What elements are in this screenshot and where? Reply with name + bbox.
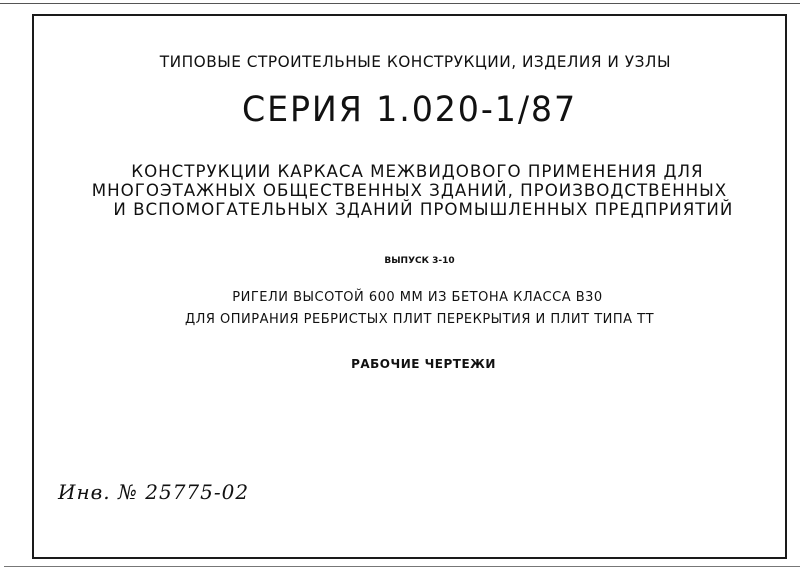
bottom-edge-line bbox=[4, 566, 800, 567]
issue-label: ВЫПУСК 3-10 bbox=[384, 256, 455, 266]
subtitle-line-2: ДЛЯ ОПИРАНИЯ РЕБРИСТЫХ ПЛИТ ПЕРЕКРЫТИЯ И ПЛИТ ТИПА ТТ bbox=[184, 312, 655, 327]
series-number: СЕРИЯ 1.020-1/87 bbox=[241, 90, 578, 130]
title-line-1: КОНСТРУКЦИИ КАРКАСА МЕЖВИДОВОГО ПРИМЕНЕНИЯ ДЛЯ bbox=[131, 162, 704, 182]
title-line-2: МНОГОЭТАЖНЫХ ОБЩЕСТВЕННЫХ ЗДАНИЙ, ПРОИЗВОДСТВЕННЫХ bbox=[91, 181, 728, 201]
subtitle-line-1: РИГЕЛИ ВЫСОТОЙ 600 ММ ИЗ БЕТОНА КЛАССА В30 bbox=[232, 290, 603, 305]
top-edge-line bbox=[0, 3, 800, 4]
document-header: ТИПОВЫЕ СТРОИТЕЛЬНЫЕ КОНСТРУКЦИИ, ИЗДЕЛИЯ И УЗЛЫ bbox=[159, 52, 671, 71]
title-line-3: И ВСПОМОГАТЕЛЬНЫХ ЗДАНИЙ ПРОМЫШЛЕННЫХ ПРЕДПРИЯТИЙ bbox=[113, 200, 734, 220]
inventory-number: Инв. № 25775-02 bbox=[58, 480, 250, 504]
drawing-type: РАБОЧИЕ ЧЕРТЕЖИ bbox=[351, 357, 496, 371]
